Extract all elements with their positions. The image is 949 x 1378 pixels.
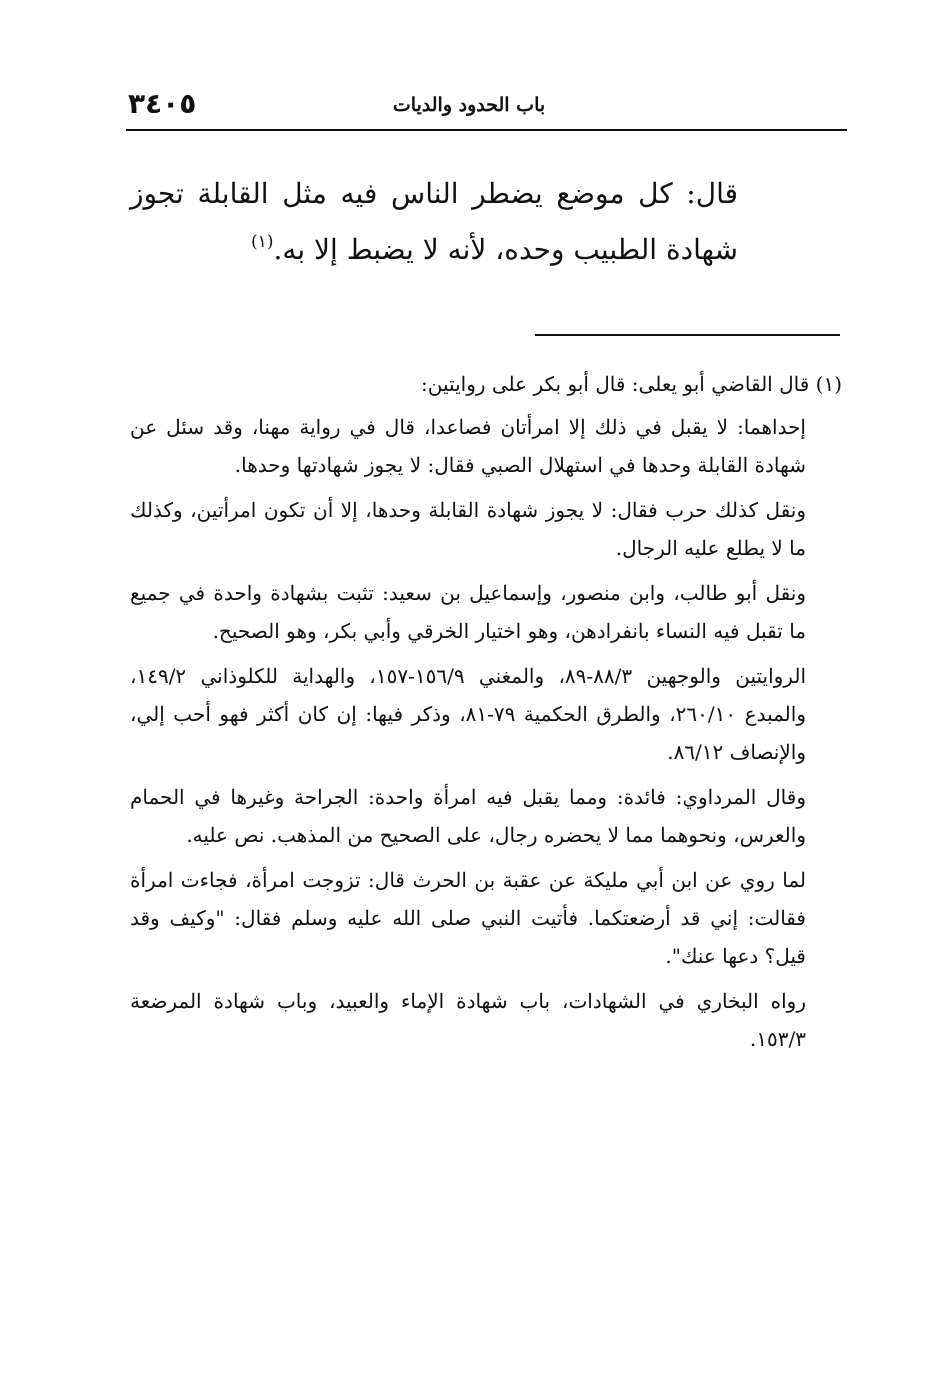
- footnote-paragraph: ونقل كذلك حرب فقال: لا يجوز شهادة القابلة وحدها، إلا أن تكون امرأتين، وكذلك ما لا يطلع عليه الرجال.: [130, 498, 806, 560]
- footnote-reference: (١): [251, 232, 274, 252]
- footnotes-section: [130, 365, 842, 1065]
- footnote-paragraph: ونقل أبو طالب، وابن منصور، وإسماعيل بن سعيد: تثبت بشهادة واحدة في جميع ما تقبل فيه النساء بانفرادهن، وهو اختيار الخرقي وأبي بكر، وهو الصحيح.: [130, 581, 806, 643]
- footnote-paragraph: إحداهما: لا يقبل في ذلك إلا امرأتان فصاعدا، قال في رواية مهنا، وقد سئل عن شهادة القابلة وحدها في استهلال الصبي فقال: لا يجوز شهادتها وحدها.: [130, 415, 806, 477]
- footnote-paragraph: رواه البخاري في الشهادات، باب شهادة الإماء والعبيد، وباب شهادة المرضعة ١٥٣/٣.: [130, 989, 806, 1051]
- header-divider: [126, 129, 847, 131]
- footnote-paragraph: الروايتين والوجهين ٨٨/٣-٨٩، والمغني ١٥٦/٩-١٥٧، والهداية للكلوذاني ١٤٩/٢، والمبدع ٢٦٠/١٠، والطرق الحكمية ٧٩-٨١، وذكر فيها: إن كان أكثر فهو أحب إلي، والإنصاف ٨٦/١٢.: [130, 664, 806, 764]
- footnote-intro: (١) قال القاضي أبو يعلى: قال أبو بكر على روايتين:: [421, 372, 842, 396]
- footnote-paragraph: لما روي عن ابن أبي مليكة عن عقبة بن الحرث قال: تزوجت امرأة، فجاءت امرأة فقالت: إني قد أرضعتكما. فأتيت النبي صلى الله عليه وسلم فقال: "وكيف وقد قيل؟ دعها عنك".: [130, 868, 806, 968]
- page-number: ٣٤٠٥: [128, 87, 197, 120]
- footnote-paragraph: وقال المرداوي: فائدة: ومما يقبل فيه امرأة واحدة: الجراحة وغيرها في الحمام والعرس، ونحوهما مما لا يحضره رجال، على الصحيح من المذهب. نص عليه.: [130, 785, 806, 847]
- main-text-block: [130, 166, 738, 278]
- footnote-divider: [535, 334, 840, 336]
- main-text: قال: كل موضع يضطر الناس فيه مثل القابلة تجوز شهادة الطبيب وحده، لأنه لا يضبط إلا به.: [130, 177, 738, 266]
- running-title: باب الحدود والديات: [392, 94, 546, 116]
